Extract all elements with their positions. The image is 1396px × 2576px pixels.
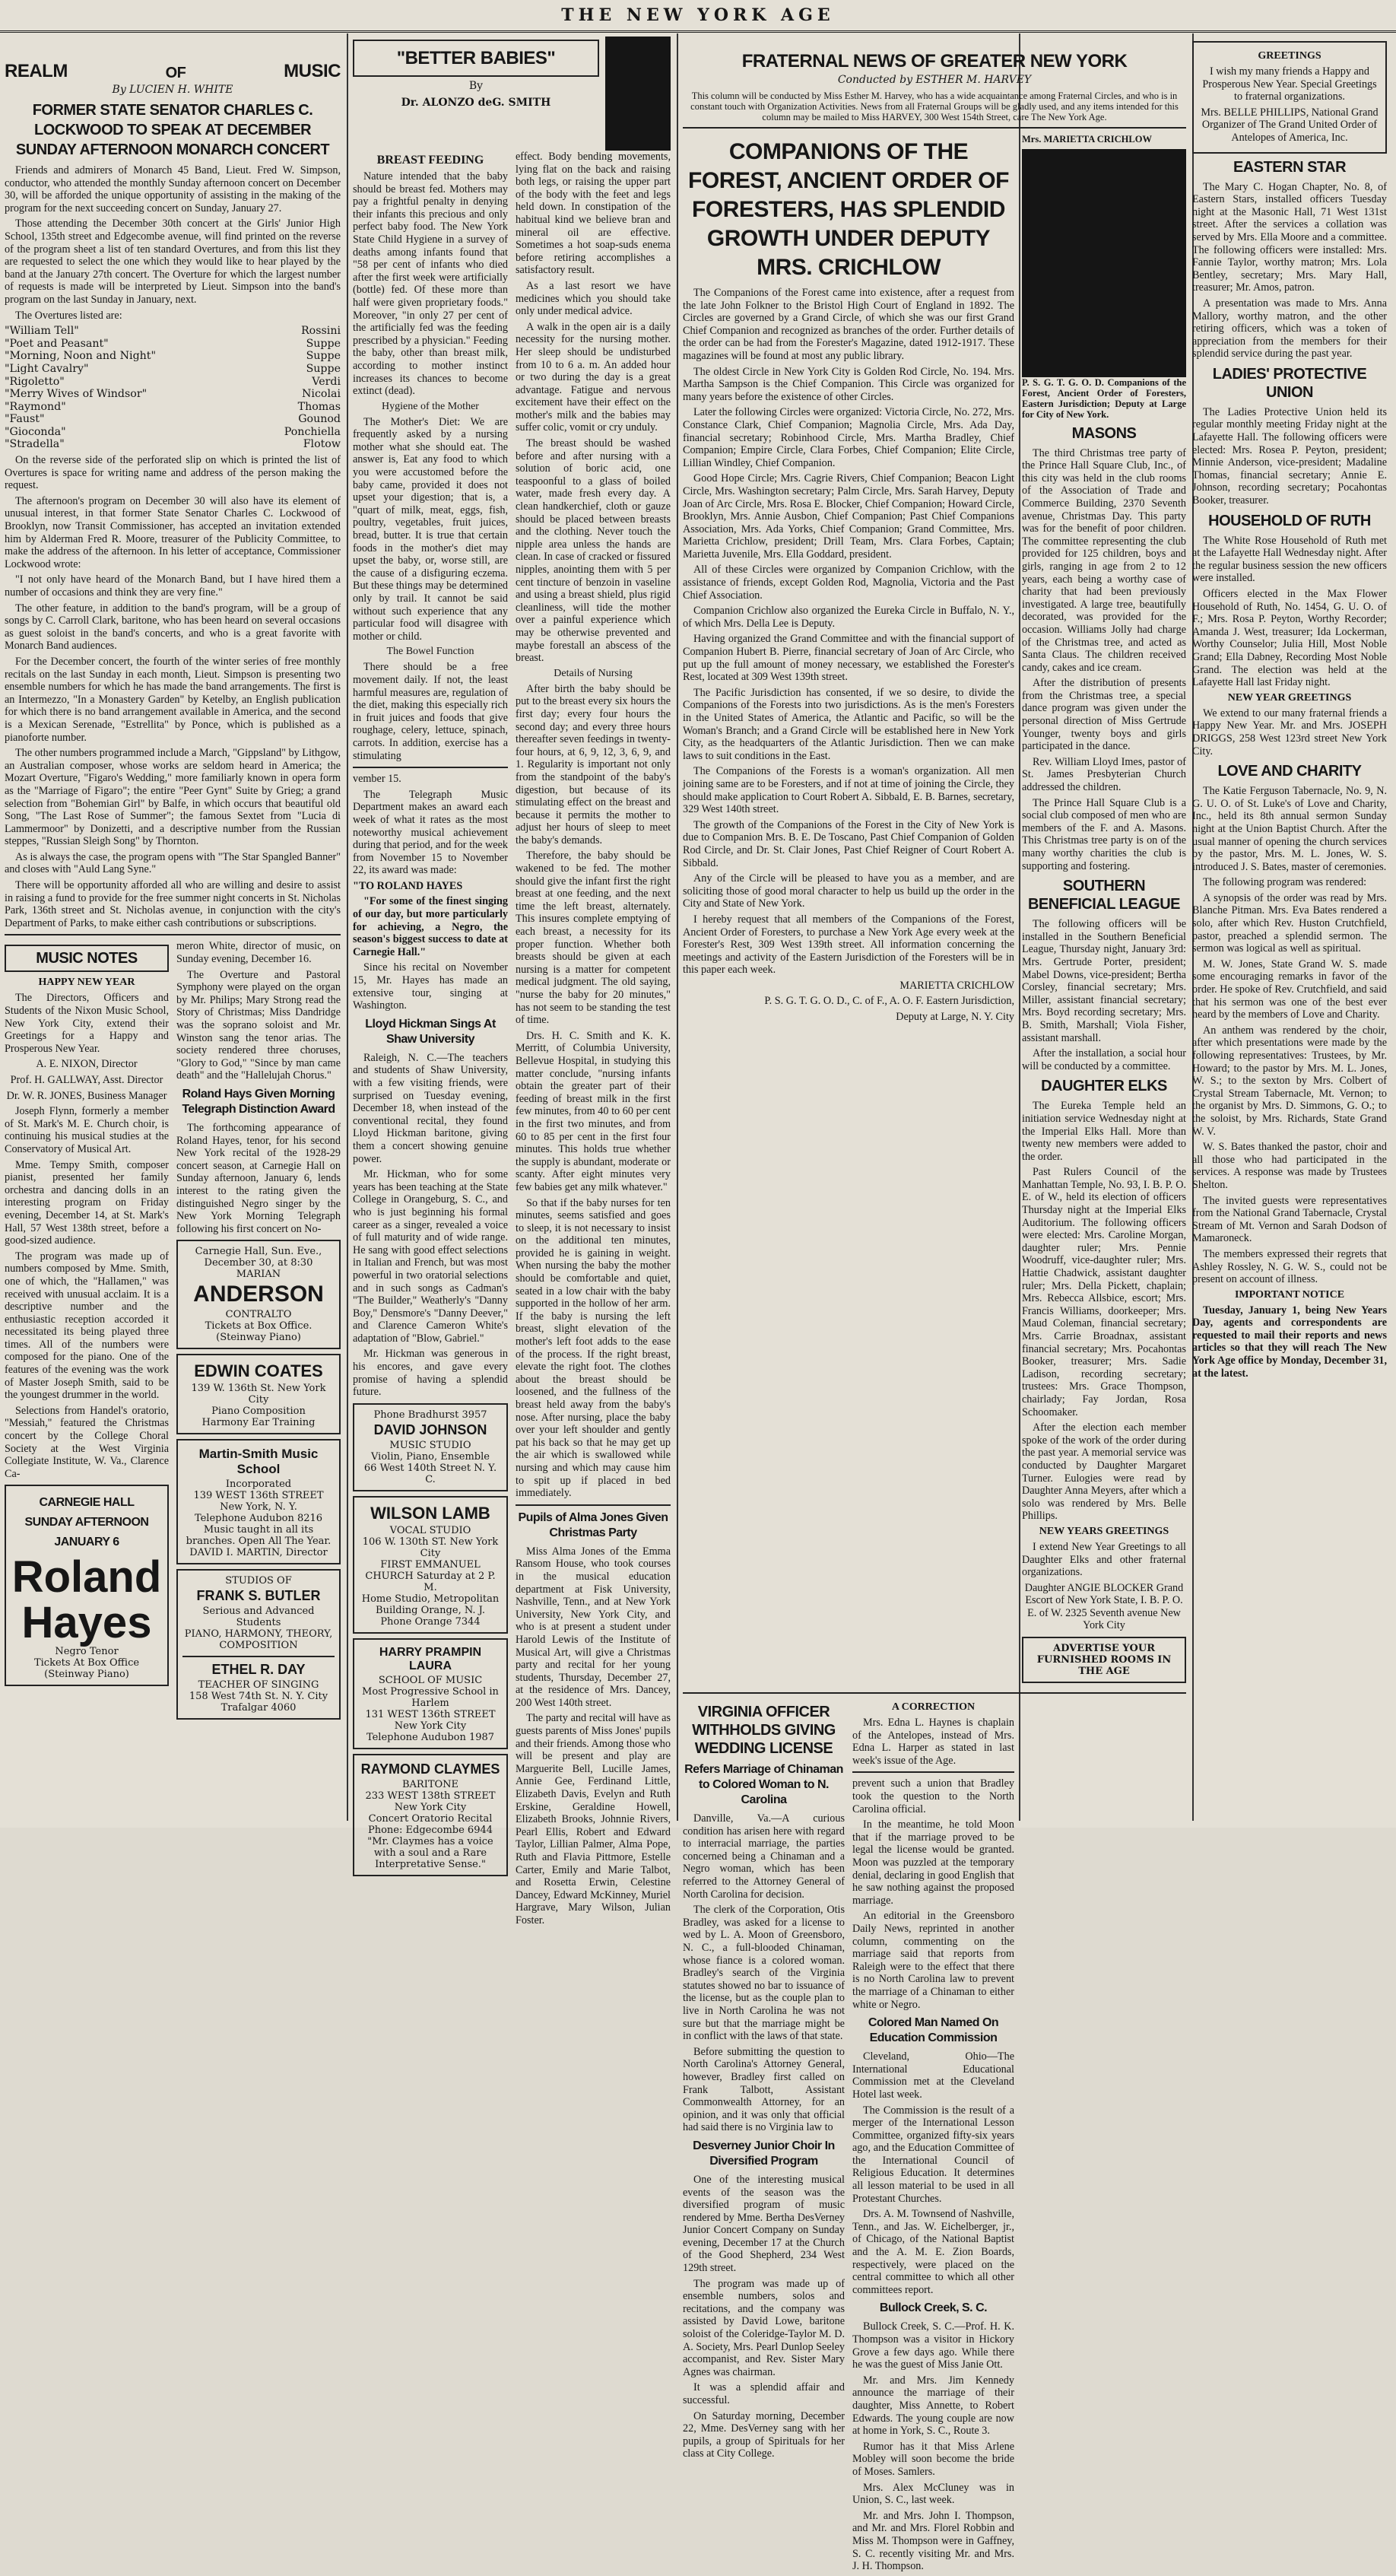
roland-hays-subcolumn (176, 940, 341, 1724)
paragraph: The Mary C. Hogan Chapter, No. 8, of Eastern Stars, installed officers Tuesday night at the Masonic Hall, 71 West 131st street. After the services a collation was served by Mrs. Ella Moore and a committee. The following officers were installed: Mrs. Fannie Taylor, worthy matron; Mrs. Lola Bentley, secretary; Mrs. Mary Hall, treasurer; Mr. Amos, patron. (1192, 180, 1387, 294)
babies-title-box (353, 40, 599, 77)
section-heading: Details of Nursing (554, 667, 633, 679)
paragraph: There will be opportunity afforded all who are willing and desire to assist in raising a fund to provide for the free summer night concerts in St. Nicholas Park, 136th street and St. Nicholas avenue, in conjunction with the city's Department of Parks, to make either cash contributions or subscriptions. (5, 879, 341, 929)
paragraph: The party and recital will have as guests parents of Miss Jones' pupils and their friends. Among those who will be present and play are Marguerite Bell, Lucille James, Annie Gee, Ferdinand Little, Elizabeth Davis, Evelyn and Ruth Erskine, Geraldine Howell, Elizabeth Brooks, Johnnie Rivers, Pearl Ellis, Robert and Edward Taylor, Lillian Palmer, Alma Pope, Ruth and Flavia Pittmore, Estelle Carter, Emily and Marie Talbot, and Rosetta Erwin, Celestine Dancey, Edward McKinney, Muriel Hargrave, Mary Wilson, Julian Foster. (516, 1712, 671, 1926)
realm-title-left: REALM (5, 61, 68, 81)
divider (683, 1692, 1186, 1694)
eastern-star-heading: EASTERN STAR (1233, 158, 1347, 176)
paragraph: Bullock Creek, S. C.—Prof. H. K. Thompson was a visitor in Hickory Grove a few days ago. While there he was the guest of Miss Janie Ott. (852, 2320, 1014, 2371)
bullock-creek-headline: Bullock Creek, S. C. (879, 2301, 988, 2315)
ad-role: Negro Tenor (55, 1646, 119, 1658)
overture-list (5, 325, 341, 451)
paragraph: On the reverse side of the perforated slip on which is printed the list of Overtures is space for writing name and address of the person making the request. (5, 454, 341, 492)
divider (683, 127, 1186, 129)
paragraph: The following program was rendered: (1203, 876, 1367, 889)
paragraph: Officers elected in the Max Flower Household of Ruth, No. 1454, G. U. O. of F.; Mrs. Rosa P. Peyton, Worthy Recorder; Amanda J. West, treasurer; Ida Lockerman, Worthy Counselor; Julia Hill, Most Noble Grand; Ella Dabney, Recording Most Noble Grand. The election was held at the Lafayette Hall last Friday night. (1192, 588, 1387, 689)
paragraph: An editorial in the Greensboro Daily News, reprinted in another column, commenting on the marriage said that reports from Raleigh were to the effect that there is no North Carolina law to prevent the marriage of a Chinaman to either white or Negro. (852, 1910, 1014, 2011)
realm-title (5, 37, 341, 82)
babies-body (353, 151, 671, 1930)
paragraph: The Eureka Temple held an initiation service Wednesday night at the Imperial Elks Hall. More than twenty new members were added to the order. (1022, 1100, 1186, 1163)
paragraph: W. S. Bates thanked the pastor, choir and all those who had participated in the services. A response was made by Trustees Shelton. (1192, 1141, 1387, 1191)
paragraph: The White Rose Household of Ruth met at the Lafayette Hall Wednesday night. After the regular business session the new officers were installed. (1192, 534, 1387, 585)
signature-line: Mrs. BELLE PHILLIPS, National Grand Organizer of The Grand United Order of Antelopes of America, Inc. (1201, 106, 1379, 144)
paragraph: M. W. Jones, State Grand W. S. made some encouraging remarks in favor of the order. He spoke of Rev. Crutchfield, and said that his sermon was one of the best ever heard by the members of Love and Charity. (1192, 958, 1387, 1021)
paragraph: Mr. and Mrs. Jim Kennedy announce the marriage of their daughter, Miss Annette, to Robert Edwards. The young couple are now at home in York, S. C., Route 3. (852, 2374, 1014, 2438)
paragraph: Since his recital on November 15, Mr. Hayes has made an extensive tour, singing at Washington. (353, 961, 508, 1012)
divider (852, 1771, 1014, 1773)
music-notes-title-box (5, 945, 169, 972)
ladies-protective-heading: LADIES' PROTECTIVE UNION (1212, 365, 1367, 401)
fraternal-news-section (683, 37, 1393, 2573)
photo-caption: P. S. G. T. G. O. D. Companions of the Forest, Ancient Order of Foresters, Eastern Jurisdiction; Deputy at Large for City of New York. (1022, 376, 1186, 420)
paragraph: I wish my many friends a Happy and Prosperous New Year. Special Greetings to fraternal organizations. (1202, 65, 1377, 103)
paragraph: For the December concert, the fourth of the winter series of free monthly recitals on the last Sunday in each month, Lieut. Simpson is presenting two ensemble numbers for which he has made the band arrangements. The first is an Intermezzo, "In a Monastery Garden" by Ketelby, an English publication for which there is no band arrangement available in America, and the second is a Mexican Serenade, "Estrellita" by Ponce, which is published as a pianoforte number. (5, 655, 341, 744)
realm-headline: FORMER STATE SENATOR CHARLES C. LOCKWOOD TO SPEAK AT DECEMBER SUNDAY AFTERNOON MONARCH CONCERT (15, 102, 330, 158)
photo-caption-top: Mrs. MARIETTA CRICHLOW (1022, 134, 1152, 145)
lower-articles (683, 1698, 1014, 2576)
pupils-headline: Pupils of Alma Jones Given Christmas Party (518, 1510, 668, 1539)
paragraph: effect. Body bending movements, lying flat on the back and raising both legs, or raising the upper part of the body with the feet and legs held down. In constipation of the habitual kind we believe bran and mineral oil are effective. Sometimes a hot soap-suds enema before retiring accomplishes a satisfactory result. (516, 151, 671, 277)
paragraph: Past Rulers Council of the Manhattan Temple, No. 93, I. B. P. O. E. of W., held its election of officers Thursday night at the Imperial Elks Auditorium. The following officers were elected: Mrs. Caroline Morgan, daughter ruler; Mrs. Pennie Woodruff, vice-daughter ruler; Mrs. Hattie Chadwick, assistant daughter ruler; Mrs. Della Pickett, chaplain; Mrs. Rebecca Allsbice, escort; Mrs. Francis Williams, doorkeeper; Mrs. Maud Coleman, financial secretary; Mrs. Carrie Broadnax, assistant financial secretary; Mrs. Pocahontas Booker, treasurer; Mrs. Sadie Ladison, recording secretary; trustees: Mrs. Grace Thompson, chairlady; Fay Jordan, Rosa Schoomaker. (1022, 1166, 1186, 1418)
paragraph: Companion Crichlow also organized the Eureka Circle in Buffalo, N. Y., of which Mrs. Della Lee is Deputy. (683, 605, 1014, 630)
lower-two-subcolumns (5, 940, 341, 1724)
paragraph: As is always the case, the program opens with "The Star Spangled Banner" and closes with "Auld Lang Syne." (5, 850, 341, 876)
fraternal-layout (683, 37, 1393, 2576)
new-years-heading: NEW YEARS GREETINGS (1039, 1525, 1169, 1537)
paragraph: Mr. and Mrs. John I. Thompson, and Mr. and Mrs. Florel Robbin and Miss M. Thompson were in Gaffney, S. C. recently visiting Mr. and Mrs. J. H. Thompson. (852, 2509, 1014, 2573)
section-heading: Hygiene of the Mother (382, 400, 479, 412)
music-notes-title: MUSIC NOTES (36, 950, 138, 967)
anderson-ad: Carnegie Hall, Sun. Eve., December 30, at 8:30 MARIAN ANDERSON CONTRALTO Tickets at Box Office. (Steinway Piano) (176, 1240, 341, 1349)
companions-headline: COMPANIONS OF THE FOREST, ANCIENT ORDER OF FORESTERS, HAS SPLENDID GROWTH UNDER DEPUTY MRS. CRICHLOW (688, 139, 1009, 280)
paragraph: After the distribution of presents from the Christmas tree, a special dance program was given under the personal direction of Miss Gertrude Younger, twenty boys and girls participated in the dance. (1022, 677, 1186, 753)
quote: "For some of the finest singing of our day, but more particularly for achieving, a Negro, the season's biggest success to date at Carnegie Hall." (353, 895, 508, 958)
paragraph: Friends and admirers of Monarch 45 Band, Lieut. Fred W. Simpson, conductor, who attended the monthly Sunday afternoon concert on December 30, will be afforded the unique opportunity of assisting in the making of the program for the next succeeding concert on Sunday, January 27. (5, 164, 341, 214)
music-notes-subcolumn (5, 940, 169, 1724)
paragraph: The following officers will be installed in the Southern Beneficial League, Thursday night, January 3rd: Mrs. Gertrude Porter, president; Mabel Downs, vice-president; Bertha Corsley, financial secretary; Mrs. Miller, assistant financial secretary; Mrs. Boyd recording secretary; Mrs. B. Smith, Marshall; Viola Fisher, assistant marshall. (1022, 918, 1186, 1044)
column-rule (677, 33, 678, 1821)
paragraph: Mr. Hickman, who for some years has been teaching at the State College in Orangeburg, S. C., and who is just beginning his formal career as a singer, revealed a voice of full maturity and of wide range. He sang with good effect selections in Italian and French, but was most powerful in two oratorial selections and in such songs as Cadman's "The Builder," Weatherly's "Danny Boy," Densmore's "Danny Deever," and Clarence Cameron White's adaptation of "Blow, Gabriel." (353, 1168, 508, 1345)
greeting-heading: HAPPY NEW YEAR (38, 977, 135, 989)
love-and-charity-heading: LOVE AND CHARITY (1217, 763, 1362, 780)
paragraph: An anthem was rendered by the choir, after which presentations were made by the following representatives: Trustees, by Mr. Howard; to the pastor by Mrs. M. L. Jones, W. S.; to the sexton by Mrs. Colbert of Crystal Stream Tabernacle, Mt. Vernon; to the organist by Mrs. D. Simmons, G. O.; to the soloist, by Mrs. Richards, State Grand W. V. (1192, 1024, 1387, 1138)
paragraph: Any of the Circle will be pleased to have you as a member, and are soliciting those of good moral character to help us build up the order in the City and State of New York. (683, 872, 1014, 910)
companions-article (683, 133, 1014, 1688)
paragraph: The invited guests were representatives from the National Grand Tabernacle, Crystal Stream of Mt. Vernon and Sarah Dodson of Mamaroneck. (1192, 1194, 1387, 1245)
wilson-lamb-ad: WILSON LAMB VOCAL STUDIO 106 W. 130th ST. New York City FIRST EMMANUEL CHURCH Saturday at 2 P. M. Home Studio, Metropolitan Building Orange, N. J. Phone Orange 7344 (353, 1496, 508, 1634)
paragraph: Rev. William Lloyd Imes, pastor of St. James Presbyterian Church addressed the children. (1022, 755, 1186, 794)
fraternal-main (683, 37, 1186, 2576)
desverney-headline: Desverney Junior Choir In Diversified Program (693, 2139, 835, 2168)
realm-byline: By LUCIEN H. WHITE (112, 84, 233, 96)
paragraph: The Telegraph Music Department makes an award each week of what it rates as the most noteworthy musical achievement during that period, and for the week from November 15 to November 22, its award was made: (353, 788, 508, 877)
paragraph: Raleigh, N. C.—The teachers and students of Shaw University, with a few visiting friends, were surprised on Tuesday evening, December 18, when instead of the conventional recital, they found Lloyd Hickman baritone, giving them a concert showing genuine power. (353, 1051, 508, 1165)
paragraph: Mr. Hickman was generous in his encores, and gave every promise of having a splendid future. (353, 1348, 508, 1399)
masons-heading: MASONS (1071, 424, 1137, 442)
paragraph: Tuesday, January 1, being New Years Day, agents and correspondents are requested to mail their reports and news articles so that they will reach The New York Age office by Monday, December 31, at the latest. (1192, 1304, 1387, 1380)
butler-ad: STUDIOS OF FRANK S. BUTLER Serious and Advanced Students PIANO, HARMONY, THEORY, COMPOSITION ETHEL R. DAY TEACHER OF SINGING 158 West 74th St. N. Y. City Trafalgar 4060 (176, 1569, 341, 1720)
colored-man-headline: Colored Man Named On Education Commission (868, 2016, 999, 2045)
babies-by: By (468, 80, 484, 92)
paragraph: The forthcoming appearance of Roland Hayes, tenor, for his second New York recital of the 1928-29 concert season, at Carnegie Hall on Sunday afternoon, January 6, lends interest to the rating given the distinguished Negro singer by the New York Morning Telegraph following his first concert on No- (176, 1121, 341, 1235)
greetings-box (1192, 41, 1387, 154)
ad-date: JANUARY 6 (54, 1536, 119, 1549)
paragraph: Those attending the December 30th concert at the Girls' Junior High School, 135th street and Edgecombe avenue, will find printed on the reverse of the program sheet a list of ten standard Overtures, and from this list they are requested to select the one which they would like to hear played by the band at the January 27th concert. The Overture for which the largest number of requests is made will be interpreted by Lieut. Simpson into the band's program on the last Sunday in January, next. (5, 218, 341, 306)
paragraph: Drs. H. C. Smith and K. K. Merritt, of Columbia University, Bellevue Hospital, in studying this matter conclude, "nursing infants obtain the greater part of their feeding of breast milk in the first few minutes, from 40 to 60 per cent in the first two minutes, and from 60 to 85 per cent in the first four minutes. This holds true whether the supply is abundant, moderate or scanty. After eight minutes very few babies get any milk whatever." (516, 1029, 671, 1193)
new-year-greetings-heading: NEW YEAR GREETINGS (1227, 691, 1352, 704)
fraternal-intro: This column will be conducted by Miss Esther M. Harvey, who has a wide acquaintance among Fraternal Circles, and who is in constant touch with Organization Activities. News from all Fraternal Groups will be gladly used, and any items intended for this column may be mailed to Miss HARVEY, 300 West 154th Street, care The New York Age. (690, 91, 1179, 122)
section-heading: BREAST FEEDING (376, 154, 484, 167)
paragraph: We extend to our many fraternal friends a Happy New Year. Mr. and Mrs. JOSEPH DRIGGS, 258 West 123rd street New York City. (1192, 707, 1387, 758)
paragraph: The breast should be washed before and after nursing with a solution of boric acid, one teaspoonful to a glass of boiled water, made fresh every day. A clean handkerchief, cloth or gauze should be placed between breasts and the clothing. Never touch the nipple area unless the hands are clean. In case of cracked or fissured nipples, anointing them with 5 per cent tincture of benzoin in vaseline and using a breast shield, plus rigid cleanliness, will tide the mother over a painful experience which may be otherwise prevented and maybe forestall an abscess of the breast. (516, 437, 671, 665)
signature-line: Deputy at Large, N. Y. City (896, 1011, 1014, 1024)
list-item: "Morning, Noon and Night" Suppe (5, 350, 341, 363)
virginia-column (683, 1698, 845, 2576)
paragraph: The clerk of the Corporation, Otis Bradley, was asked for a license to wed by L. A. Moon of Greensboro, N. C., a full-blooded Chinaman, whose fiance is a colored woman. Bradley's search of the Virginia statutes showed no bar to issuance of the license, but as the couple plan to live in North Carolina he was not sure but that the marriage might be in conflict with the laws of that state. (683, 1904, 845, 2043)
babies-right-subcolumn (516, 151, 671, 1930)
fraternal-title: FRATERNAL NEWS OF GREATER NEW YORK (741, 51, 1128, 71)
paragraph: The Ladies Protective Union held its regular monthly meeting Friday night at the Lafayette Hall. The following officers were elected: Mrs. Rosea P. Peyton, president; Minnie Anderson, vice-president; Madaline Thomas, financial secretary; Annie E. Johnson, recording secretary; Pocahontas Booker, treasurer. (1192, 405, 1387, 507)
section-heading: The Bowel Function (386, 646, 474, 658)
list-item: "Raymond" Thomas (5, 400, 341, 413)
paragraph: Rumor has it that Miss Arlene Mobley will soon become the bride of Moses. Samlers. (852, 2440, 1014, 2478)
paragraph: The Commission is the result of a merger of the International Lesson Committee, organized fifty-six years ago, and the Education Committee of the International Council of Religious Education. It determines all lesson material to be used in all Protestant Churches. (852, 2104, 1014, 2205)
paragraph: As a last resort we have medicines which you should take only under medical advice. (516, 279, 671, 318)
edwin-coates-ad: EDWIN COATES 139 W. 136th St. New York City Piano Composition Harmony Ear Training (176, 1354, 341, 1434)
paragraph: Mrs. Edna L. Haynes is chaplain of the Antelopes, instead of Mrs. Edna L. Harper as stated in last week's issue of the Age. (852, 1717, 1014, 1767)
paragraph: The Katie Ferguson Tabernacle, No. 9, N. G. U. O. of St. Luke's of Love and Charity, Inc., held its 8th annual sermon Sunday night at the Union Baptist Church. After the usual manner of opening the church services by the pastor, Mrs. M. L. Jones, W. S. introduced J. S. Bates, master of ceremonies. (1192, 785, 1387, 873)
ad-day: SUNDAY AFTERNOON (24, 1516, 149, 1529)
paragraph: The growth of the Companions of the Forest in the City of New York is due to Companion Mrs. B. E. De Toscano, Past Chief Companion of Golden Rod Circle, and Dr. St. Clair Jones, Past Chief Reigner of Court Robert A. Sibbald. (683, 818, 1014, 869)
paragraph: A walk in the open air is a daily necessity for the nursing mother. Her sleep should be undisturbed from 10 to 6 a. m. An added hour or two during the day is a great advantage. Fatigue and nervous excitement have their effect on the mother's milk and the babies may suffer colic, vomit or cry unduly. (516, 320, 671, 434)
paragraph: After the installation, a social hour will be conducted by a committee. (1022, 1047, 1186, 1072)
author-portrait (605, 37, 671, 151)
signature-line: Daughter ANGIE BLOCKER Grand Escort of New York State, I. B. P. O. E. of W. 2325 Seventh avenue New York City (1024, 1581, 1184, 1632)
paragraph: After birth the baby should be put to the breast every six hours the first day; every four hours the second day; and every three hours thereafter seven feedings in twenty-four hours, at 6, 9, 12, 3, 6, 9, and 1. Regularity is important not only from the standpoint of the baby's digestion, but because of its stimulating effect on the breast and because it permits the mother to adjust her hours of sleep to meet the baby's demands. (516, 682, 671, 846)
correction-heading: A CORRECTION (891, 1701, 976, 1714)
paragraph: Cleveland, Ohio—The International Educational Commission met at the Cleveland Hotel last week. (852, 2050, 1014, 2101)
paragraph: There should be a free movement daily. If not, the least harmful measures are, regulation of the diet, making this especially rich in fruit juices and foods that give roughage, celery, lettuce, spinach, carrots. In addition, exercise has a stimulating (353, 661, 508, 762)
masthead: THE NEW YORK AGE (0, 0, 1396, 33)
paragraph: The Prince Hall Square Club is a social club composed of men who are members of the F. and A. Masons. This Christmas tree party is on of the many worthy charities the club is supporting and fostering. (1022, 796, 1186, 872)
list-item: "Stradella" Flotow (5, 438, 341, 451)
paragraph: The program was made up of numbers composed by Mme. Smith, one of which, the "Hallamen," was received with unusual acclaim. It is a descriptive number and the enthusiastic reception accorded it necessitated its being played three times. All of the numbers were composed for the piano. One of the features of the evening was the work of Master Joseph Smith, said to be the youngest drummer in the world. (5, 1250, 169, 1402)
babies-author: Dr. ALONZO deG. SMITH (401, 97, 551, 109)
paragraph: The afternoon's program on December 30 will also have its element of unusual interest, in that former State Senator Charles C. Lockwood of Brooklyn, now Transit Commissioner, has accepted an invitation extended him by Alderman Fred R. Moore, treasurer of the Publicity Committee, to make the address of the afternoon. In his letter of acceptance, Commissioner Lockwood wrote: (5, 494, 341, 570)
signature-line: P. S. G. T. G. O. D., C. of F., A. O. F. Eastern Jurisdiction, (764, 995, 1014, 1008)
paragraph: It was a splendid affair and successful. (683, 2381, 845, 2406)
divider (182, 1656, 335, 1657)
paragraph: The Mother's Diet: We are frequently asked by a nursing mother what she should eat. The answer is, Eat any food to which you were accustomed before the baby came, provided it does not upset your digestion; that is, a "quart of milk, meat, eggs, fish, poultry, vegetables, fruit juices, bread, butter. It is true that certain foods in the mother's diet may upset the baby, or, worse still, are the cause of a disfiguring eczema. But these things may be determined only by trail. It cannot be said without such experience that any particular food will disagree with mother or child. (353, 415, 508, 643)
paragraph: The Directors, Officers and Students of the Nixon Music School, New York City, extend their Greetings for a Happy and Prosperous New Year. (5, 992, 169, 1055)
list-item: "Rigoletto" Verdi (5, 375, 341, 388)
david-johnson-ad: Phone Bradhurst 3957 DAVID JOHNSON MUSIC STUDIO Violin, Piano, Ensemble 66 West 140th Street N. Y. C. (353, 1403, 508, 1491)
paragraph: The Overtures listed are: (15, 309, 122, 322)
paragraph: Nature intended that the baby should be breast fed. Mothers may pay a frightful penalty in denying their infants this precious and only perfect baby food. The New York State Child Hygiene in a survey of deaths among infants found that "58 per cent of infants who died after the first week were artificially (bottle) fed. Of these more than half were given proprietary foods." Moreover, "in only 27 per cent of the artificially fed was the feeding prescribed by a physician." Feeding the baby, other than breast milk, according to mother instinct increases its chances to become extinct (dead). (353, 170, 508, 398)
paragraph: Selections from Handel's oratorio, "Messiah," featured the Christmas concert by the College Choral Society at the West Virginia Collegiate Institute, W. Va., Clarence Ca- (5, 1404, 169, 1480)
paragraph: I hereby request that all members of the Companions of the Forest, Ancient Order of Foresters, to purchase a New York Age every week at the Forester's Rest, 309 West 139th street. All information concerning the meetings and activity of the Eastern Jurisdiction of the Foresters will be in this paper each week. (683, 913, 1014, 977)
paragraph: In the meantime, he told Moon that if the marriage proved to be legal the license would be granted. Moon was puzzled at the temporary denial, declaring in good English that he saw nothing against the proposed marriage. (852, 1818, 1014, 1907)
harry-prampin-ad: HARRY PRAMPIN LAURA SCHOOL OF MUSIC Most Progressive School in Harlem 131 WEST 136th STREET New York City Telephone Audubon 1987 (353, 1638, 508, 1749)
crichlow-portrait (1022, 149, 1186, 377)
sbl-heading: SOUTHERN BENEFICIAL LEAGUE (1027, 878, 1181, 913)
paragraph: Having organized the Grand Committee and with the financial support of Companion Hubert B. Pierre, financial secretary of Joan of Arc Circle, who put up the full amount of money necessary, we established the Forester's Rest, located at 309 West 139th street. (683, 633, 1014, 684)
ad-tickets: Tickets At Box Office (Steinway Piano) (33, 1657, 140, 1681)
paragraph: The other feature, in addition to the band's program, will be a group of songs by C. Carroll Clark, baritone, who has been heard on several occasions as guest soloist in the band's concerts, and who is a great favorite with Monarch Band audiences. (5, 602, 341, 653)
list-item: "Light Cavalry" Suppe (5, 362, 341, 375)
paragraph: I extend New Year Greetings to all Daughter Elks and other fraternal organizations. (1022, 1540, 1186, 1579)
raymond-claymes-ad: RAYMOND CLAYMES BARITONE 233 WEST 138th STREET New York City Concert Oratorio Recital Phone: Edgecombe 6944 "Mr. Claymes has a voice with a soul and a Rare Interpretative Sense." (353, 1754, 508, 1876)
paragraph: vember 15. (353, 773, 401, 786)
signature-line: A. E. NIXON, Director (36, 1058, 138, 1071)
companions-block (683, 133, 1186, 1688)
carnegie-hall-ad (5, 1485, 169, 1686)
paragraph: Danville, Va.—A curious condition has arisen here with regard to interracial marriage, the parties concerned being a Chinaman and a Negro woman, which has been referred to the Attorney General of North Carolina for decision. (683, 1812, 845, 1901)
paragraph: "I not only have heard of the Monarch Band, but I have hired them a number of occasions and think they are very fine." (5, 573, 341, 599)
paragraph: The other numbers programmed include a March, "Gippsland" by Lithgow, an Australian composer, whose works are seldom heard in America; the Mozart Overture, "Figaro's Wedding," more familiarly known in opera form as the "Marriage of Figaro"; the entire "Peer Gynt" Suite by Grieg; a grand selection from "Bohemian Girl" by Balfe, in which occurs that beautiful old Song, "The Last Rose of Summer"; the famous Sextet from "Lucia di Lammermoor" by Donizetti, and a descriptive number from the Russian steppes, "Russian Sleigh Song" by Thornton. (5, 747, 341, 848)
paragraph: Later the following Circles were organized: Victoria Circle, No. 272, Mrs. Constance Clark, Chief Companion; Magnolia Circle, Mrs. Ada Day, financial secretary; Robinhood Circle, Mrs. Martha Bradley, Chief Companion; Empire Circle, Clara Forbes, Chief Companion; Elite Circle, Lillian Windley, Chief Companion. (683, 406, 1014, 469)
correction-column (852, 1698, 1014, 2576)
paragraph: The Companions of the Forest came into existence, after a request from the late John Folkner to the Bristol High Court of England in 1892. The Circles are governed by a Grand Circle, of which she was our first Grand Chief Companion and recognized as branches of the order. Further details of the order can be had from the Forester's Magazine, dated 1912-1917. These magazines will be found at most any public library. (683, 287, 1014, 362)
signature-line: MARIETTA CRICHLOW (899, 979, 1014, 992)
roland-hays-headline: Roland Hays Given Morning Telegraph Distinction Award (182, 1087, 335, 1116)
list-item: "Merry Wives of Windsor" Nicolai (5, 388, 341, 401)
ad-venue: CARNEGIE HALL (39, 1496, 135, 1510)
important-notice-heading: IMPORTANT NOTICE (1234, 1288, 1345, 1301)
paragraph: All of these Circles were organized by Companion Crichlow, with the assistance of friends, except Golden Rod, Magnolia, Victoria and the Past Chief Association. (683, 564, 1014, 602)
babies-title: "BETTER BABIES" (396, 48, 556, 68)
column-rule (347, 33, 348, 1821)
paragraph: prevent such a union that Bradley took the question to the North Carolina official. (852, 1777, 1014, 1815)
paragraph: The third Christmas tree party of the Prince Hall Square Club, Inc., of this city was held in the club rooms of the Association of Trade and Commerce Building, 2370 Seventh avenue, Christmas Day. This party was for the benefit of poor children. The committee representing the club provided for 125 children, boys and girls, ranging in age from 2 to 12 years, each being a worthy case of charity that had been previously investigated. A large tree, beautifully decorated, was provided for the occasion. Williams Jolly had charge of the Christmas tree, and acted as Santa Claus. The children received candy, cakes and ice cream. (1022, 446, 1186, 674)
list-item: "Faust" Gounod (5, 413, 341, 426)
paragraph: Therefore, the baby should be wakened to be fed. The mother should give the infant first the right breast at one feeding, and the next time the left breast, alternately. This insures complete emptying of each breast, a necessity for its proper function. Whether both breasts should be given at each nursing is a matter for competent medical judgment. The old saying, "nurse the baby for 20 minutes," has not seem to be standing the test of time. (516, 850, 671, 1027)
virginia-subhead: Refers Marriage of Chinaman to Colored Woman to N. Carolina (684, 1763, 843, 1807)
paragraph: The Pacific Jurisdiction has consented, if we so desire, to divide the Companions of the Forests into two jurisdictions. As is the men's Foresters in the United States of America, the Atlantic and Pacific, so will be the Woman's Branch; and a Grand Circle will be established here in New York City, as the headquarters of the Atlantic Jurisdiction. Then we can make laws to suit conditions in the East. (683, 686, 1014, 762)
virginia-headline: VIRGINIA OFFICER WITHHOLDS GIVING WEDDING LICENSE (692, 1704, 836, 1758)
paragraph: Mme. Tempy Smith, composer pianist, presented her family orchestra and dancing dolls in an interesting program on Friday evening, December 14, at St. Mark's Hall, 57 West 138th street, before a good-sized audience. (5, 1158, 169, 1247)
signature-line: Prof. H. GALLWAY, Asst. Director (10, 1074, 163, 1086)
paragraph: meron White, director of music, on Sunday evening, December 16. (176, 940, 341, 966)
hickman-headline: Lloyd Hickman Sings At Shaw University (365, 1017, 496, 1046)
quote-heading: "TO ROLAND HAYES (353, 879, 463, 892)
realm-title-right: MUSIC (284, 61, 341, 81)
divider (516, 1504, 671, 1506)
paragraph: Drs. A. M. Townsend of Nashville, Tenn., and Jas. W. Eichelberger, jr., of Chicago, of the National Baptist and the A. M. E. Zion Boards, respectively, were placed on the central committee to which all other committees report. (852, 2208, 1014, 2296)
paragraph: Joseph Flynn, formerly a member of St. Mark's M. E. Church choir, is continuing his musical studies at the Conservatory of Musical Art. (5, 1105, 169, 1155)
household-of-ruth-heading: HOUSEHOLD OF RUTH (1208, 512, 1371, 529)
paragraph: The members expressed their regrets that Ashley Rossley, N. G. W. S., could not be present on account of illness. (1192, 1247, 1387, 1286)
better-babies-column (353, 37, 671, 1926)
list-item: "Gioconda" Ponchiella (5, 425, 341, 438)
paragraph: One of the interesting musical events of the season was the diversified program of music rendered by Mme. Bertha DesVerney Junior Concert Company on Sunday evening, December 17 at the Church of the Good Shepherd, 234 West 129th street. (683, 2173, 845, 2275)
paragraph: Mrs. Alex McCluney was in Union, S. C., last week. (852, 2481, 1014, 2507)
list-item: "Poet and Peasant" Suppe (5, 337, 341, 350)
paragraph: The Companions of the Forests is a woman's organization. All men joining same are to be Foresters, and if not at time of joining the Circle, they should make application to Court Robert A. Sibbald, E. B. Barnes, secretary, 329 West 140th street. (683, 765, 1014, 816)
paragraph: After the election each member spoke of the work of the order during the past year. A memorial service was conducted by Daughter Margaret Turner. Eulogies were read by Daughter Anna Meyers, after which a solo was rendered by Mrs. Belle Phillips. (1022, 1421, 1186, 1523)
paragraph: Before submitting the question to North Carolina's Attorney General, however, Bradley first called on Frank Talbott, Assistant Commonwealth Attorney, for an opinion, and it was only that official had said there is no Virginia law to (683, 2045, 845, 2134)
paragraph: Good Hope Circle; Mrs. Cagrie Rivers, Chief Companion; Beacon Light Circle, Mrs. Washington secretary; Palm Circle, Mrs. Sarah Harvey, Deputy Joan of Arc Circle, Mrs. Rosa E. Blocker, Chief Companion; Howard Circle, Brooklyn, Mrs. Annie Ausbon, Chief Companion; Past Chief Companions Association, Mrs. Ada Yorks, Chief Companion; Grand Committee, Mrs. Marietta Crichlow, president; Drill Team, Mrs. Clara Forbes, Captain; Marietta Juvenile, Mrs. Ella Goddard, president. (683, 472, 1015, 561)
divider (5, 934, 341, 935)
divider (353, 767, 508, 768)
paragraph: A presentation was made to Mrs. Anna Mallory, worthy matron, and the other retiring officers, which was a token of appreciation from the members for their splendid service during the past year. (1192, 297, 1387, 361)
list-item: "William Tell" Rossini (5, 325, 341, 338)
paragraph: The Overture and Pastoral Symphony were played on the organ by Mr. Philips; Mary Strong read the Story of Christmas; Miss Dandridge was the soprano soloist and Mr. Winston sang the tenor arias. The society rendered three choruses, "Glory to God," "Since by man came death" and the "Hallelujah Chorus." (176, 968, 341, 1082)
signature-line: Dr. W. R. JONES, Business Manager (6, 1089, 167, 1102)
martin-smith-ad: Martin-Smith Music School Incorporated 139 WEST 136th STREET New York, N. Y. Telephone Audubon 8216 Music taught in all its branches. Open All The Year. DAVID I. MARTIN, Director (176, 1439, 341, 1564)
greetings-heading: GREETINGS (1258, 50, 1321, 62)
realm-of-music-column (5, 37, 341, 1816)
paragraph: The program was made up of ensemble numbers, solos and recitations, and the company was assisted by David Lowe, baritone soloist of the Coleridge-Taylor M. D. A. Society, Mrs. Pearl Dunlop Seeley accompanist, and Rev. Sister Mary Agnes was chairman. (683, 2277, 845, 2378)
babies-header (353, 37, 671, 151)
advertise-box: ADVERTISE YOUR FURNISHED ROOMS IN THE AGE (1022, 1637, 1186, 1683)
paragraph: A synopsis of the order was read by Mrs. Blanche Pitman. Mrs. Eva Bates rendered a solo, after which Rev. Huston Crutchfield, pastor, preached a splendid sermon. The sermon was logical as well as spiritual. (1192, 891, 1387, 955)
fraternal-right-column (1192, 37, 1387, 2576)
daughter-elks-heading: DAUGHTER ELKS (1041, 1078, 1167, 1095)
realm-title-of: OF (165, 65, 186, 81)
paragraph: The oldest Circle in New York City is Golden Rod Circle, No. 194. Mrs. Martha Sampson is the Chief Companion. This Circle was organized for many years before the existence of other Circles. (683, 365, 1014, 403)
fraternal-conducted-by: Conducted by ESTHER M. HARVEY (837, 74, 1032, 86)
babies-left-subcolumn (353, 151, 508, 1930)
masons-column (1022, 133, 1186, 1688)
paragraph: On Saturday morning, December 22, Mme. DesVerney sang with her pupils, a group of Spirituals for her class at City College. (683, 2409, 845, 2460)
paragraph: Miss Alma Jones of the Emma Ransom House, who took courses in the musical education department at Fisk University, Nashville, Tenn., and at New York University, New York City, and who is at present a student under Harold Lewis of the Institute of Musical Art, will give a Christmas party and recital for her young students, Thursday, December 27, at the residence of Mrs. Dancey, 200 West 140th street. (516, 1545, 671, 1709)
ad-performer-name: Roland Hayes (11, 1552, 162, 1648)
paragraph: So that if the baby nurses for ten minutes, seems satisfied and goes to sleep, it is not necessary to insist on the additional ten minutes, provided he is gaining in weight. When nursing the baby the mother should be comfortable and quiet, seated in a low chair with the baby supported in the hollow of her arm. If the baby is nursing the left breast, slight elevation of the mother's left foot adds to the ease of the process. If the right breast, elevate the right foot. The clothes about the breast should be loosened, and the fullness of the breast held away from the baby's nose. After nursing, place the baby over your left shoulder and gently pat his back so that he may get up the air which is swallowed while nursing and which may cause him to spit up if placed in bed immediately. (516, 1196, 671, 1500)
